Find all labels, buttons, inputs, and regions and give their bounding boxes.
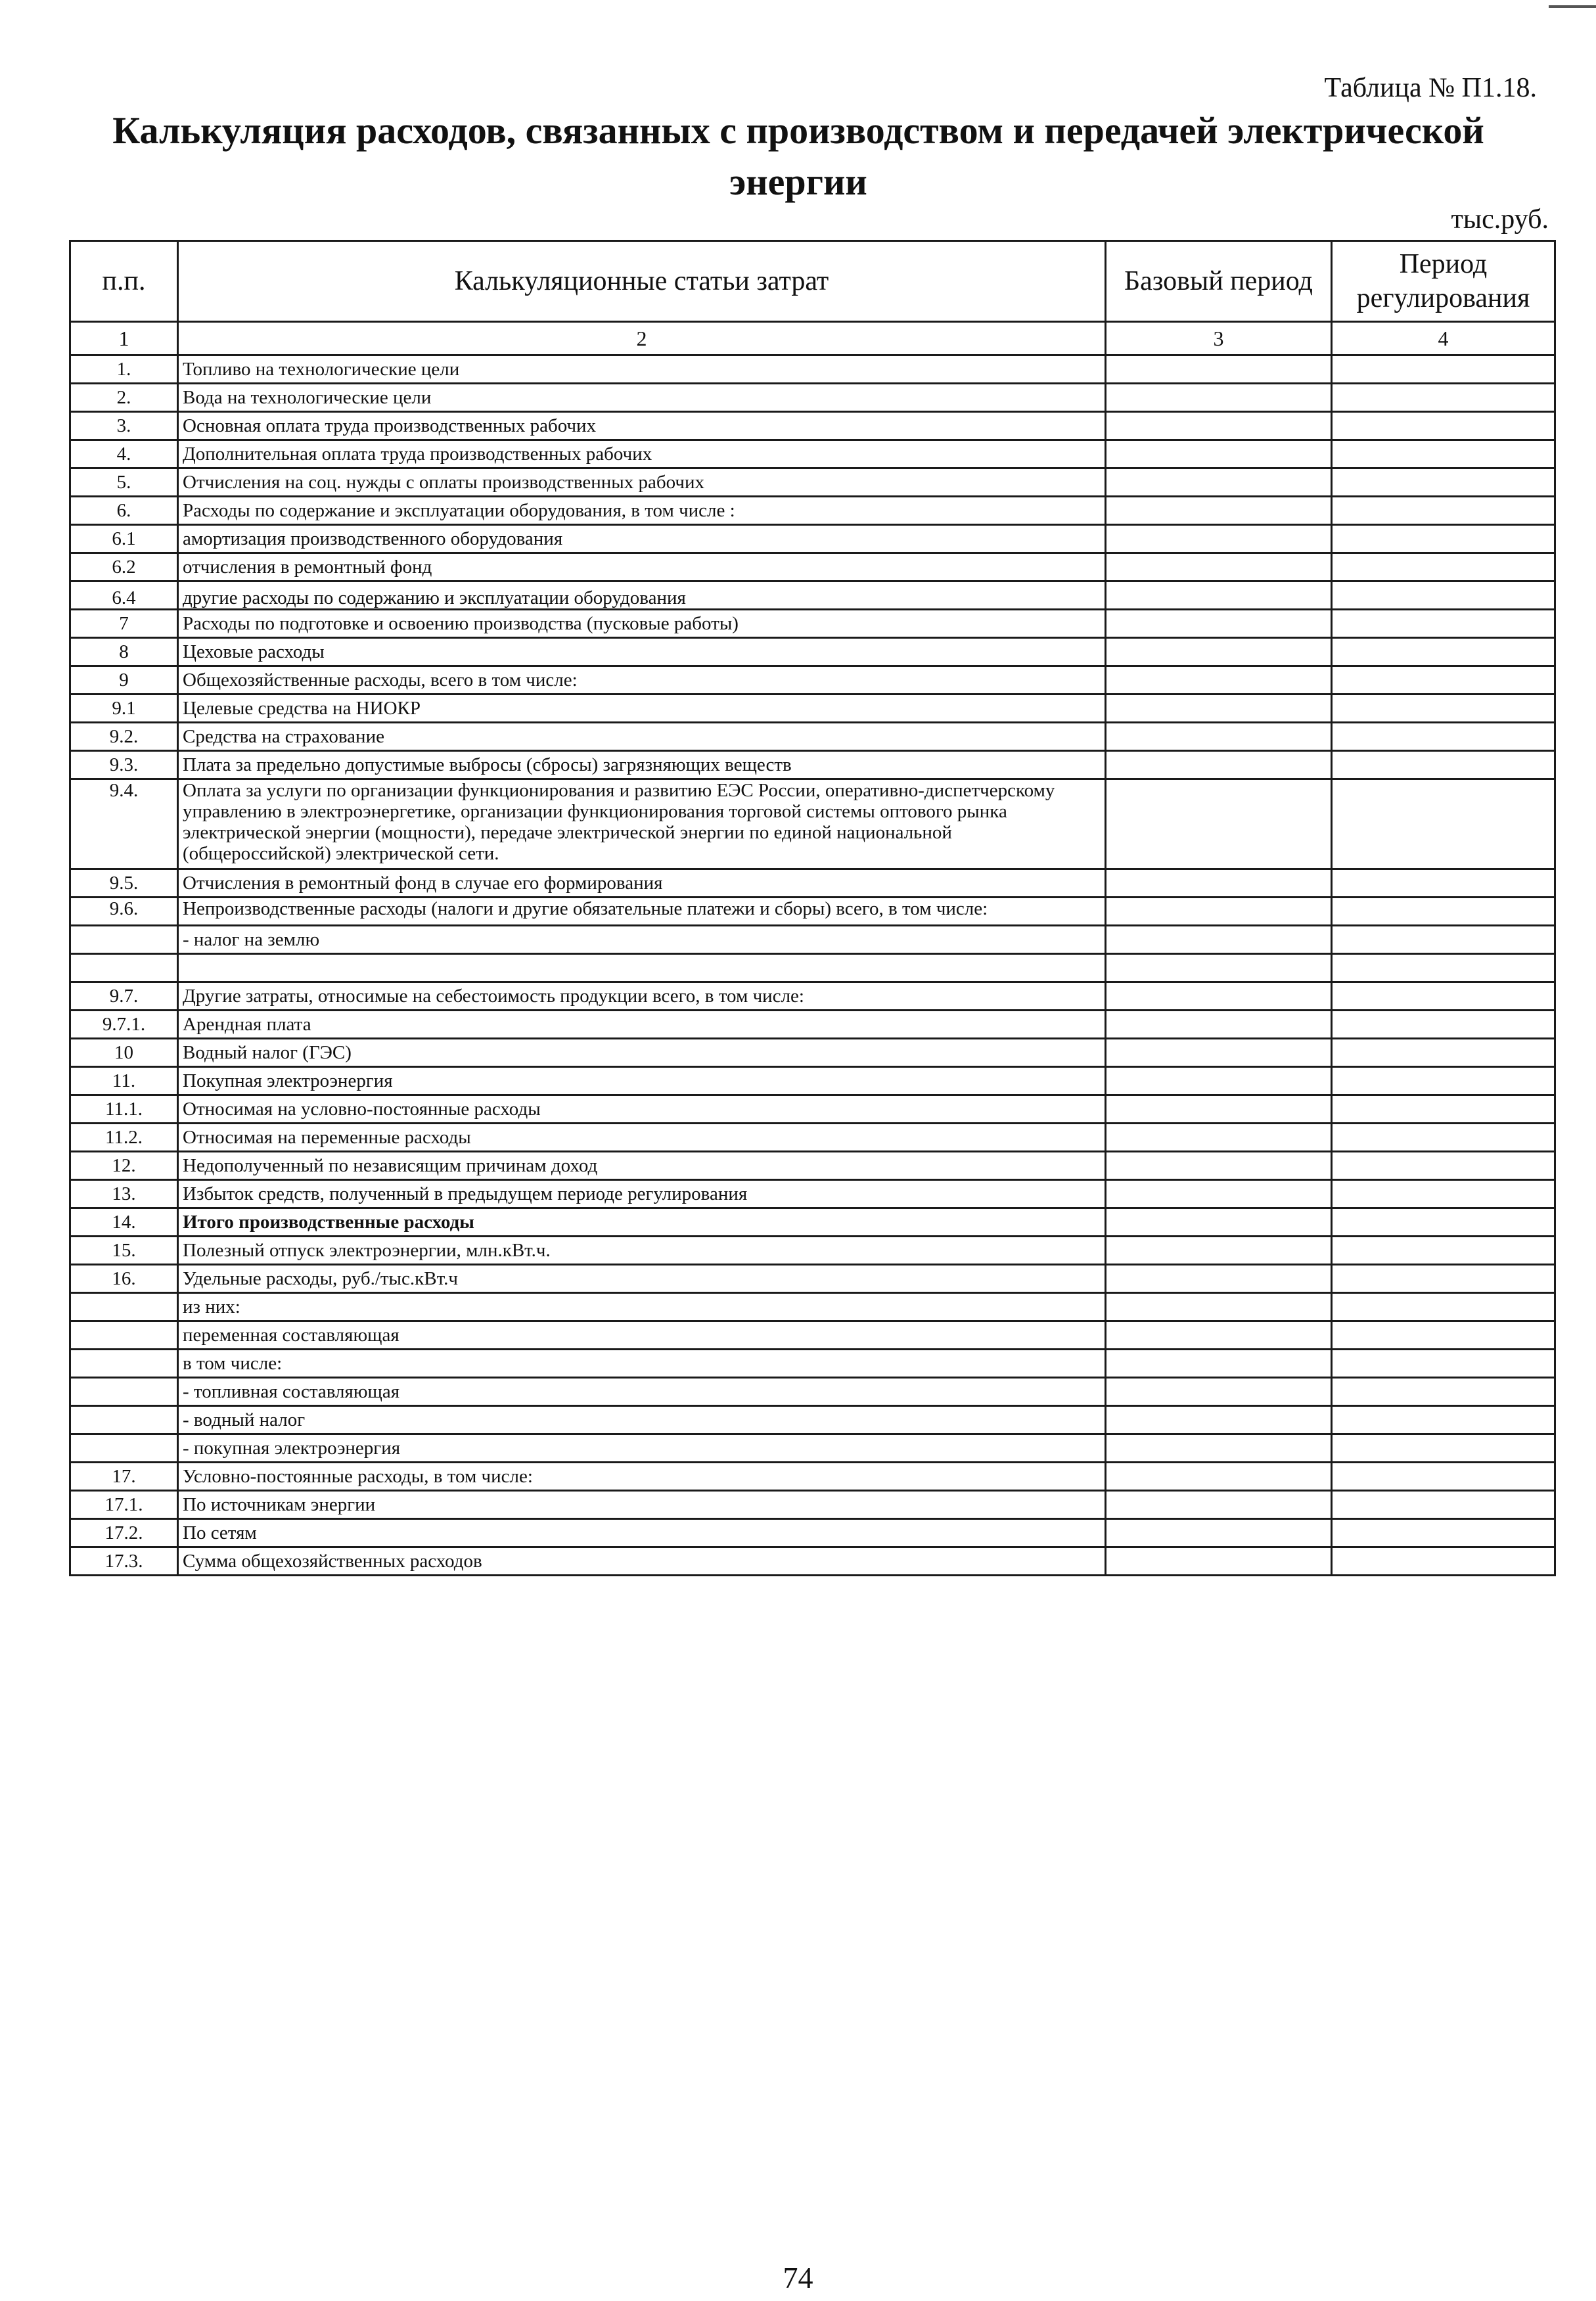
base-period-cell bbox=[1106, 1152, 1332, 1180]
regulation-period-cell bbox=[1332, 610, 1555, 638]
base-period-cell bbox=[1106, 1434, 1332, 1463]
column-number: 3 bbox=[1106, 322, 1332, 355]
row-number-cell: 17.3. bbox=[70, 1547, 178, 1576]
regulation-period-cell bbox=[1332, 1321, 1555, 1350]
regulation-period-cell bbox=[1332, 1265, 1555, 1293]
base-period-cell bbox=[1106, 1208, 1332, 1237]
cost-item-cell: Условно-постоянные расходы, в том числе: bbox=[178, 1463, 1106, 1491]
row-number-cell bbox=[70, 1434, 178, 1463]
row-number-cell bbox=[70, 1406, 178, 1434]
cost-item-cell: Относимая на переменные расходы bbox=[178, 1124, 1106, 1152]
column-header-cost-items: Калькуляционные статьи затрат bbox=[178, 241, 1106, 322]
table-row bbox=[70, 1463, 1555, 1491]
cost-item-cell: Арендная плата bbox=[178, 1011, 1106, 1039]
regulation-period-cell bbox=[1332, 723, 1555, 751]
row-number-cell bbox=[70, 926, 178, 954]
regulation-period-cell bbox=[1332, 468, 1555, 497]
document-title bbox=[99, 105, 1498, 208]
cost-item-cell: По сетям bbox=[178, 1519, 1106, 1547]
table-row bbox=[70, 1265, 1555, 1293]
base-period-cell bbox=[1106, 982, 1332, 1011]
cost-item-cell: Целевые средства на НИОКР bbox=[178, 695, 1106, 723]
base-period-cell bbox=[1106, 412, 1332, 440]
row-number-cell: 4. bbox=[70, 440, 178, 468]
base-period-cell bbox=[1106, 440, 1332, 468]
base-period-cell bbox=[1106, 723, 1332, 751]
table-row bbox=[70, 581, 1555, 610]
cost-item-cell: Покупная электроэнергия bbox=[178, 1067, 1106, 1095]
table-row bbox=[70, 1293, 1555, 1321]
regulation-period-cell bbox=[1332, 869, 1555, 898]
regulation-period-cell bbox=[1332, 355, 1555, 384]
title-line-2: энергии bbox=[729, 160, 867, 203]
table-row bbox=[70, 553, 1555, 581]
column-header-number: п.п. bbox=[70, 241, 178, 322]
row-number-cell: 14. bbox=[70, 1208, 178, 1237]
cost-item-cell: - покупная электроэнергия bbox=[178, 1434, 1106, 1463]
row-number-cell: 6.4 bbox=[70, 581, 178, 610]
table-row bbox=[70, 1434, 1555, 1463]
row-number-cell: 13. bbox=[70, 1180, 178, 1208]
row-number-cell: 9.7.1. bbox=[70, 1011, 178, 1039]
row-number-cell: 11.1. bbox=[70, 1095, 178, 1124]
cost-item-cell: в том числе: bbox=[178, 1350, 1106, 1378]
base-period-cell bbox=[1106, 638, 1332, 666]
regulation-period-cell bbox=[1332, 898, 1555, 926]
table-row bbox=[70, 723, 1555, 751]
base-period-cell bbox=[1106, 581, 1332, 610]
cost-item-cell: Расходы по содержание и эксплуатации оборудования, в том числе : bbox=[178, 497, 1106, 525]
base-period-cell bbox=[1106, 1011, 1332, 1039]
row-number-cell: 8 bbox=[70, 638, 178, 666]
row-number-cell: 9.3. bbox=[70, 751, 178, 779]
table-row bbox=[70, 412, 1555, 440]
base-period-cell bbox=[1106, 610, 1332, 638]
base-period-cell bbox=[1106, 898, 1332, 926]
base-period-cell bbox=[1106, 695, 1332, 723]
cost-item-cell: Полезный отпуск электроэнергии, млн.кВт.ч. bbox=[178, 1237, 1106, 1265]
regulation-period-cell bbox=[1332, 1095, 1555, 1124]
regulation-period-cell bbox=[1332, 1067, 1555, 1095]
row-number-cell: 15. bbox=[70, 1237, 178, 1265]
units-label: тыс.руб. bbox=[1451, 204, 1549, 235]
regulation-period-cell bbox=[1332, 1491, 1555, 1519]
table-row bbox=[70, 1378, 1555, 1406]
base-period-cell bbox=[1106, 525, 1332, 553]
cost-item-cell: Средства на страхование bbox=[178, 723, 1106, 751]
column-number: 4 bbox=[1332, 322, 1555, 355]
cost-item-cell: Удельные расходы, руб./тыс.кВт.ч bbox=[178, 1265, 1106, 1293]
cost-item-cell: амортизация производственного оборудования bbox=[178, 525, 1106, 553]
cost-item-cell: Топливо на технологические цели bbox=[178, 355, 1106, 384]
base-period-cell bbox=[1106, 1463, 1332, 1491]
regulation-period-cell bbox=[1332, 384, 1555, 412]
table-row bbox=[70, 440, 1555, 468]
row-number-cell: 10 bbox=[70, 1039, 178, 1067]
cost-item-cell: По источникам энергии bbox=[178, 1491, 1106, 1519]
table-row bbox=[70, 1067, 1555, 1095]
base-period-cell bbox=[1106, 553, 1332, 581]
row-number-cell: 1. bbox=[70, 355, 178, 384]
table-row bbox=[70, 1152, 1555, 1180]
table-row bbox=[70, 1095, 1555, 1124]
regulation-period-cell bbox=[1332, 440, 1555, 468]
base-period-cell bbox=[1106, 384, 1332, 412]
regulation-period-cell bbox=[1332, 1293, 1555, 1321]
base-period-cell bbox=[1106, 355, 1332, 384]
regulation-period-cell bbox=[1332, 553, 1555, 581]
table-row bbox=[70, 779, 1555, 869]
table-row bbox=[70, 638, 1555, 666]
row-number-cell: 3. bbox=[70, 412, 178, 440]
table-row bbox=[70, 497, 1555, 525]
table-row bbox=[70, 1406, 1555, 1434]
column-number: 1 bbox=[70, 322, 178, 355]
page-number: 74 bbox=[783, 2261, 813, 2294]
row-number-cell bbox=[70, 1350, 178, 1378]
row-number-cell: 11.2. bbox=[70, 1124, 178, 1152]
table-row bbox=[70, 1321, 1555, 1350]
cost-item-cell: Избыток средств, полученный в предыдущем периоде регулирования bbox=[178, 1180, 1106, 1208]
row-number-cell: 6.2 bbox=[70, 553, 178, 581]
base-period-cell bbox=[1106, 954, 1332, 982]
base-period-cell bbox=[1106, 869, 1332, 898]
regulation-period-cell bbox=[1332, 779, 1555, 869]
row-number-cell: 7 bbox=[70, 610, 178, 638]
row-number-cell: 6.1 bbox=[70, 525, 178, 553]
cost-item-cell: Недополученный по независящим причинам доход bbox=[178, 1152, 1106, 1180]
cost-item-cell: - водный налог bbox=[178, 1406, 1106, 1434]
base-period-cell bbox=[1106, 1265, 1332, 1293]
cost-item-cell: переменная составляющая bbox=[178, 1321, 1106, 1350]
base-period-cell bbox=[1106, 497, 1332, 525]
cost-item-cell: Основная оплата труда производственных рабочих bbox=[178, 412, 1106, 440]
table-row bbox=[70, 1547, 1555, 1576]
row-number-cell: 17.2. bbox=[70, 1519, 178, 1547]
base-period-cell bbox=[1106, 1321, 1332, 1350]
row-number-cell: 9 bbox=[70, 666, 178, 695]
cost-item-cell: Отчисления на соц. нужды с оплаты производственных рабочих bbox=[178, 468, 1106, 497]
row-number-cell bbox=[70, 954, 178, 982]
regulation-period-cell bbox=[1332, 666, 1555, 695]
row-number-cell: 5. bbox=[70, 468, 178, 497]
row-number-cell: 9.2. bbox=[70, 723, 178, 751]
regulation-period-cell bbox=[1332, 1124, 1555, 1152]
row-number-cell: 11. bbox=[70, 1067, 178, 1095]
cost-item-cell: Непроизводственные расходы (налоги и другие обязательные платежи и сборы) всего, в том числе: bbox=[178, 898, 1106, 926]
cost-item-cell: из них: bbox=[178, 1293, 1106, 1321]
table-row bbox=[70, 1124, 1555, 1152]
regulation-period-cell bbox=[1332, 1378, 1555, 1406]
regulation-period-cell bbox=[1332, 581, 1555, 610]
base-period-cell bbox=[1106, 1124, 1332, 1152]
table-row bbox=[70, 898, 1555, 926]
regulation-period-cell bbox=[1332, 1039, 1555, 1067]
table-row bbox=[70, 982, 1555, 1011]
cost-item-cell: Оплата за услуги по организации функционирования и развитию ЕЭС России, оперативно-диспетчерскому управлению в электроэнергетике, организации функционирования торговой системы оптового рынка электрической энергии (мощности), передаче электрической энергии по единой национальной (общероссийской) электрической сети. bbox=[178, 779, 1106, 869]
cost-item-cell bbox=[178, 954, 1106, 982]
base-period-cell bbox=[1106, 1067, 1332, 1095]
table-row bbox=[70, 384, 1555, 412]
regulation-period-cell bbox=[1332, 1434, 1555, 1463]
table-row bbox=[70, 1519, 1555, 1547]
table-row bbox=[70, 695, 1555, 723]
table-row bbox=[70, 1350, 1555, 1378]
cost-item-cell: другие расходы по содержанию и эксплуатации оборудования bbox=[178, 581, 1106, 610]
cost-item-cell: - налог на землю bbox=[178, 926, 1106, 954]
column-header-regulation-period: Период регулирования bbox=[1332, 241, 1555, 322]
regulation-period-cell bbox=[1332, 954, 1555, 982]
cost-item-cell: Вода на технологические цели bbox=[178, 384, 1106, 412]
regulation-period-cell bbox=[1332, 1208, 1555, 1237]
table-row bbox=[70, 1011, 1555, 1039]
column-number: 2 bbox=[178, 322, 1106, 355]
regulation-period-cell bbox=[1332, 1011, 1555, 1039]
row-number-cell: 9.7. bbox=[70, 982, 178, 1011]
regulation-period-cell bbox=[1332, 525, 1555, 553]
cost-item-cell: Общехозяйственные расходы, всего в том числе: bbox=[178, 666, 1106, 695]
base-period-cell bbox=[1106, 926, 1332, 954]
regulation-period-cell bbox=[1332, 982, 1555, 1011]
cost-item-cell: отчисления в ремонтный фонд bbox=[178, 553, 1106, 581]
regulation-period-cell bbox=[1332, 638, 1555, 666]
cost-calculation-table bbox=[69, 240, 1556, 1576]
regulation-period-cell bbox=[1332, 1152, 1555, 1180]
regulation-period-cell bbox=[1332, 1406, 1555, 1434]
row-number-cell: 17.1. bbox=[70, 1491, 178, 1519]
cost-item-cell: Дополнительная оплата труда производственных рабочих bbox=[178, 440, 1106, 468]
base-period-cell bbox=[1106, 468, 1332, 497]
regulation-period-cell bbox=[1332, 497, 1555, 525]
regulation-period-cell bbox=[1332, 1547, 1555, 1576]
base-period-cell bbox=[1106, 1180, 1332, 1208]
table-row bbox=[70, 1491, 1555, 1519]
row-number-cell: 9.5. bbox=[70, 869, 178, 898]
row-number-cell: 6. bbox=[70, 497, 178, 525]
table-row bbox=[70, 926, 1555, 954]
base-period-cell bbox=[1106, 1491, 1332, 1519]
row-number-cell bbox=[70, 1321, 178, 1350]
base-period-cell bbox=[1106, 1237, 1332, 1265]
table-header-row bbox=[70, 241, 1555, 322]
regulation-period-cell bbox=[1332, 1180, 1555, 1208]
table-row bbox=[70, 1208, 1555, 1237]
row-number-cell: 9.1 bbox=[70, 695, 178, 723]
regulation-period-cell bbox=[1332, 695, 1555, 723]
table-row bbox=[70, 751, 1555, 779]
base-period-cell bbox=[1106, 1350, 1332, 1378]
regulation-period-cell bbox=[1332, 1463, 1555, 1491]
regulation-period-cell bbox=[1332, 412, 1555, 440]
row-number-cell: 17. bbox=[70, 1463, 178, 1491]
base-period-cell bbox=[1106, 666, 1332, 695]
table-row bbox=[70, 954, 1555, 982]
base-period-cell bbox=[1106, 1378, 1332, 1406]
title-line-1: Калькуляция расходов, связанных с производством и передачей электрической bbox=[112, 109, 1484, 152]
base-period-cell bbox=[1106, 779, 1332, 869]
regulation-period-cell bbox=[1332, 1519, 1555, 1547]
table-row bbox=[70, 1180, 1555, 1208]
table-row bbox=[70, 1237, 1555, 1265]
column-header-base-period: Базовый период bbox=[1106, 241, 1332, 322]
table-row bbox=[70, 525, 1555, 553]
row-number-cell bbox=[70, 1378, 178, 1406]
cost-item-cell: Сумма общехозяйственных расходов bbox=[178, 1547, 1106, 1576]
cost-item-cell: Расходы по подготовке и освоению производства (пусковые работы) bbox=[178, 610, 1106, 638]
scan-edge-mark bbox=[1549, 5, 1596, 8]
regulation-period-cell bbox=[1332, 1350, 1555, 1378]
regulation-period-cell bbox=[1332, 1237, 1555, 1265]
base-period-cell bbox=[1106, 1519, 1332, 1547]
row-number-cell: 12. bbox=[70, 1152, 178, 1180]
table-row bbox=[70, 666, 1555, 695]
cost-item-cell: Водный налог (ГЭС) bbox=[178, 1039, 1106, 1067]
regulation-period-cell bbox=[1332, 751, 1555, 779]
base-period-cell bbox=[1106, 1293, 1332, 1321]
row-number-cell bbox=[70, 1293, 178, 1321]
cost-item-cell: Отчисления в ремонтный фонд в случае его формирования bbox=[178, 869, 1106, 898]
base-period-cell bbox=[1106, 1095, 1332, 1124]
table-row bbox=[70, 610, 1555, 638]
row-number-cell: 9.6. bbox=[70, 898, 178, 926]
base-period-cell bbox=[1106, 1547, 1332, 1576]
column-numbers-row bbox=[70, 322, 1555, 355]
base-period-cell bbox=[1106, 751, 1332, 779]
table-row bbox=[70, 869, 1555, 898]
base-period-cell bbox=[1106, 1039, 1332, 1067]
cost-item-cell: Относимая на условно-постоянные расходы bbox=[178, 1095, 1106, 1124]
cost-item-cell: Цеховые расходы bbox=[178, 638, 1106, 666]
base-period-cell bbox=[1106, 1406, 1332, 1434]
regulation-period-cell bbox=[1332, 926, 1555, 954]
table-row bbox=[70, 1039, 1555, 1067]
row-number-cell: 9.4. bbox=[70, 779, 178, 869]
row-number-cell: 16. bbox=[70, 1265, 178, 1293]
table-number: Таблица № П1.18. bbox=[1324, 73, 1537, 103]
cost-item-cell: - топливная составляющая bbox=[178, 1378, 1106, 1406]
cost-item-cell: Другие затраты, относимые на себестоимость продукции всего, в том числе: bbox=[178, 982, 1106, 1011]
table-body bbox=[70, 355, 1555, 1576]
table-row bbox=[70, 468, 1555, 497]
cost-item-cell: Плата за предельно допустимые выбросы (сбросы) загрязняющих веществ bbox=[178, 751, 1106, 779]
cost-item-cell: Итого производственные расходы bbox=[178, 1208, 1106, 1237]
row-number-cell: 2. bbox=[70, 384, 178, 412]
table-row bbox=[70, 355, 1555, 384]
